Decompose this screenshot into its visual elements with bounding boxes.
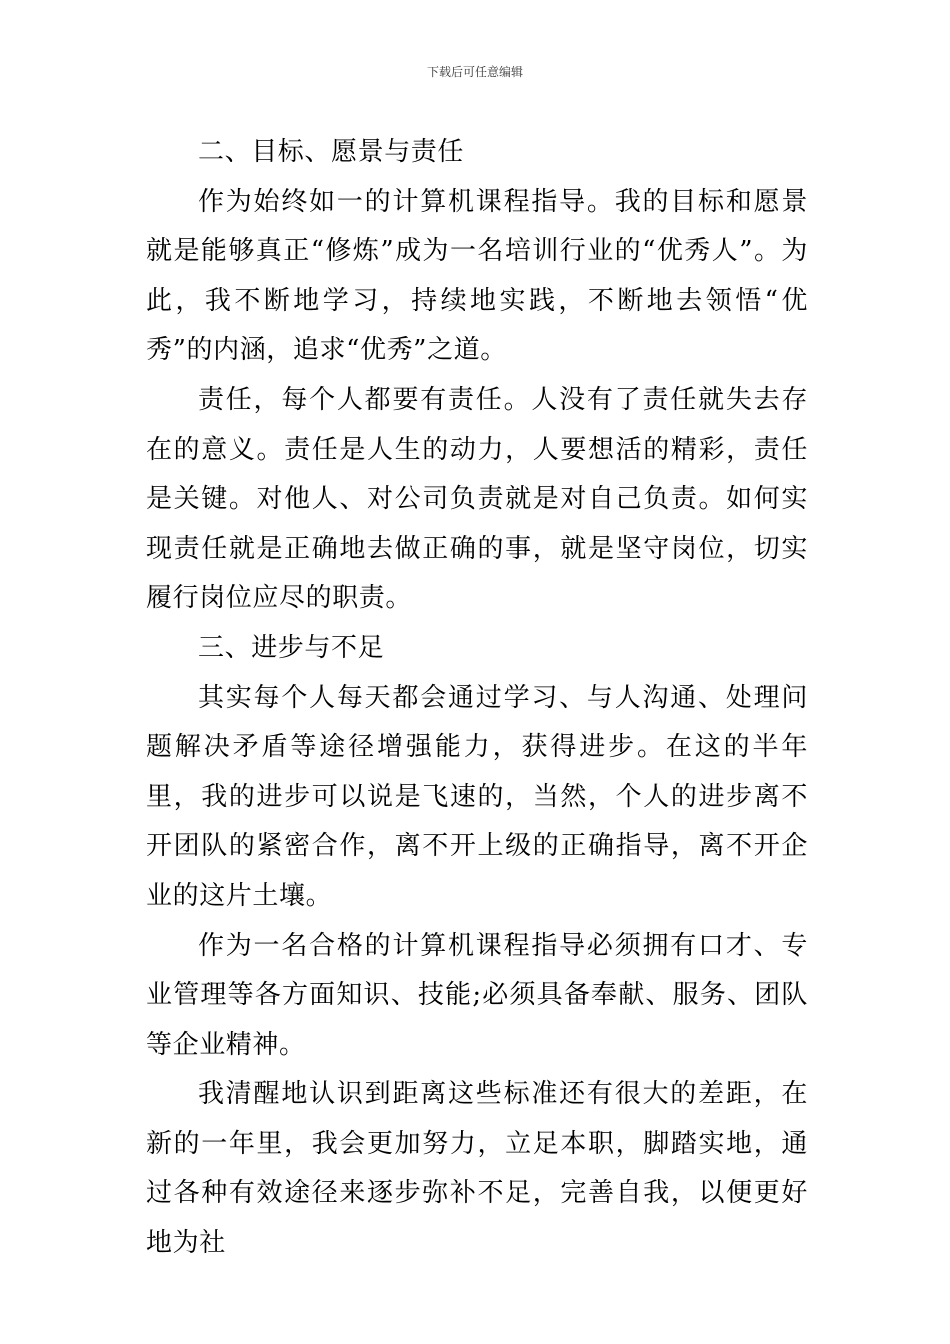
paragraph-qualifications: 作为一名合格的计算机课程指导必须拥有口才、专业管理等各方面知识、技能;必须具备奉献、服务、团队等企业精神。 (146, 930, 808, 1060)
section-heading-progress: 三、进步与不足 (198, 632, 385, 663)
paragraph-goals: 作为始终如一的计算机课程指导。我的目标和愿景就是能够真正“修炼”成为一名培训行业的“优秀人”。为此，我不断地学习，持续地实践，不断地去领悟“优秀”的内涵，追求“优秀”之道。 (146, 186, 808, 366)
paragraph-progress: 其实每个人每天都会通过学习、与人沟通、处理问题解决矛盾等途径增强能力，获得进步。在这的半年里，我的进步可以说是飞速的，当然，个人的进步离不开团队的紧密合作，离不开上级的正确指导，离不开企业的这片土壤。 (146, 682, 808, 911)
section-heading-goals: 二、目标、愿景与责任 (198, 137, 465, 167)
header-note: 下载后可任意编辑 (426, 65, 523, 79)
document-body (146, 128, 808, 1269)
paragraph-responsibility: 责任，每个人都要有责任。人没有了责任就失去存在的意义。责任是人生的动力，人要想活的精彩，责任是关键。对他人、对公司负责就是对自己负责。如何实现责任就是正确地去做正确的事，就是坚守岗位，切实履行岗位应尽的职责。 (146, 384, 808, 614)
paragraph-shortcomings: 我清醒地认识到距离这些标准还有很大的差距，在新的一年里，我会更加努力，立足本职，脚踏实地，通过各种有效途径来逐步弥补不足，完善自我，以便更好地为社 (146, 1079, 808, 1259)
